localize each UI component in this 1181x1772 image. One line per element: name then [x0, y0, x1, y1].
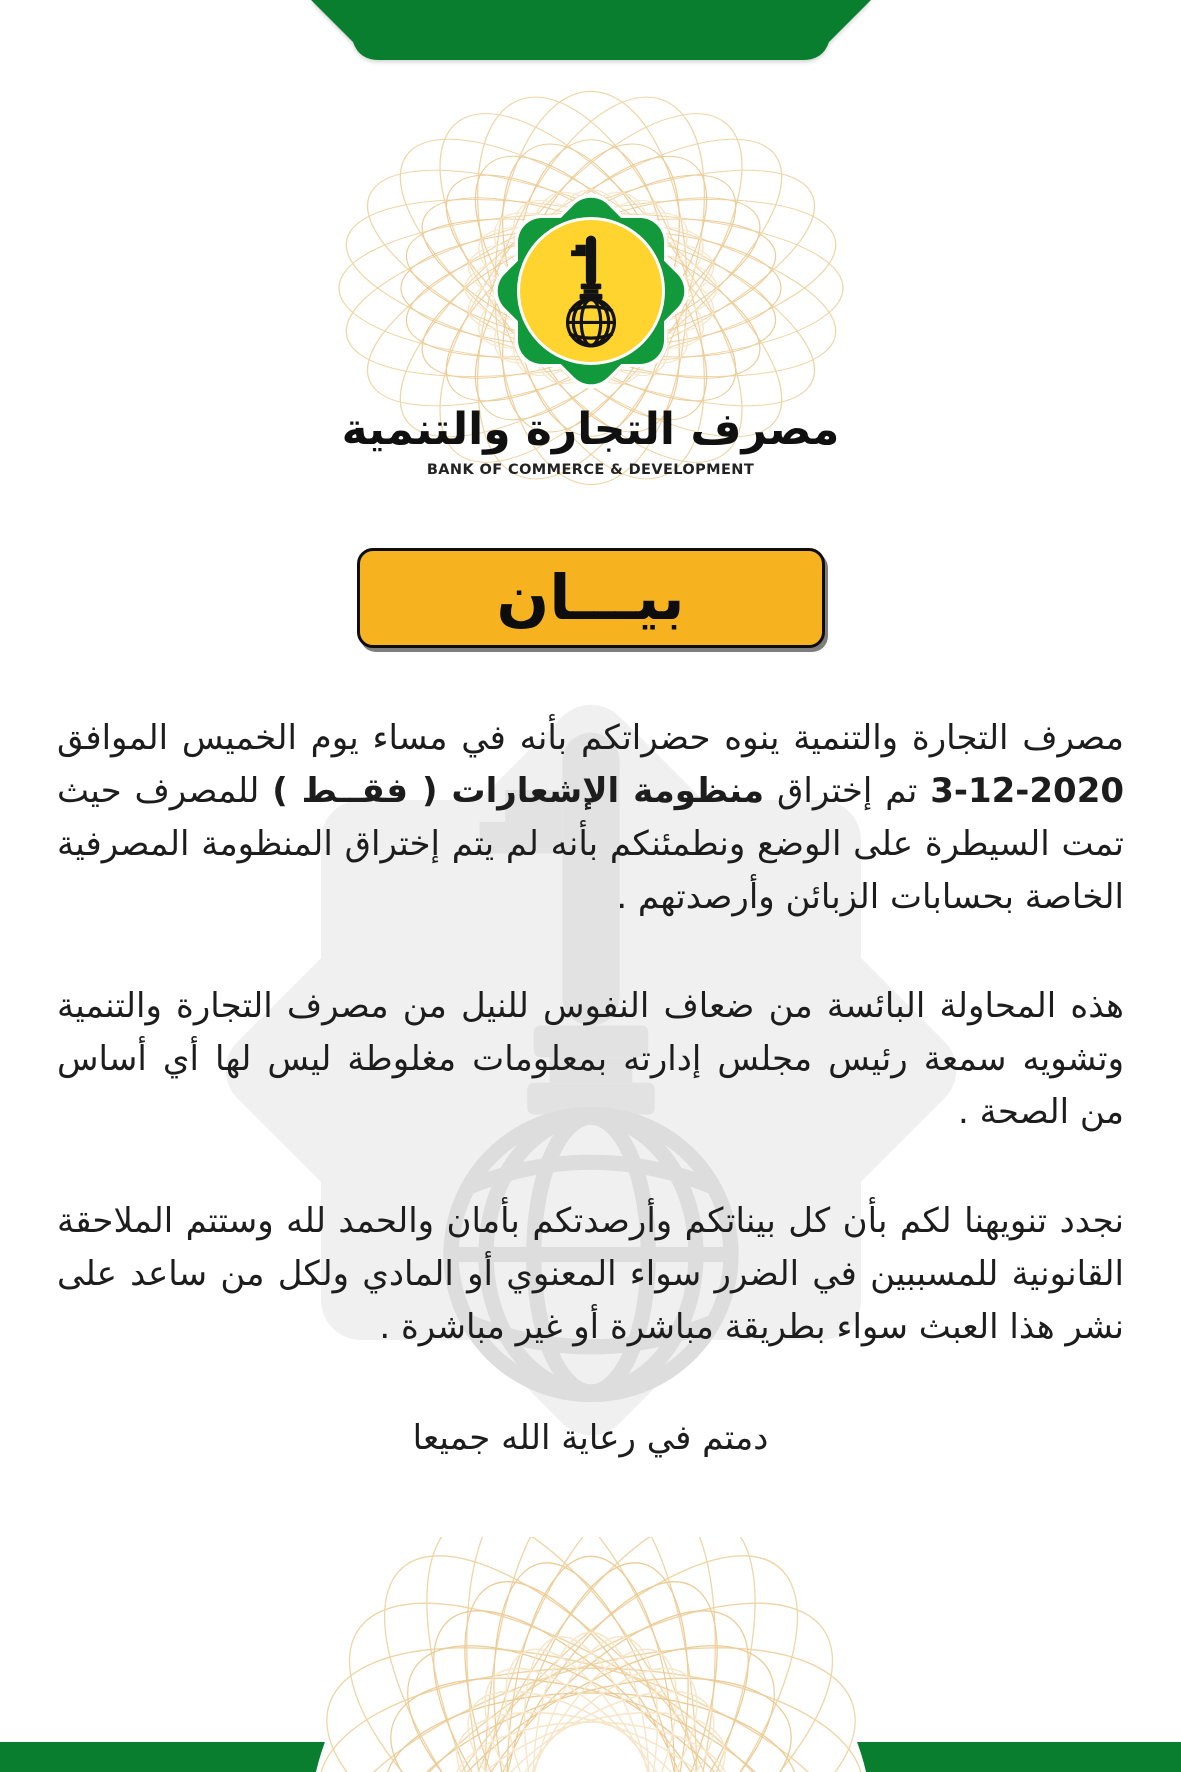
- statement-paragraph: نجدد تنويهنا لكم بأن كل بيناتكم وأرصدتكم بأمان والحمد لله وستتم الملاحقة القانونية للمسببين في الضرر سواء المعنوي أو المادي ولكل من ساعد على نشر هذا العبث سواء بطريقة مباشرة أو غير مباشرة .: [57, 1201, 1124, 1347]
- statement-paragraph: مصرف التجارة والتنمية ينوه حضراتكم بأنه في مساء يوم الخميس الموافق 3-12-2020 تم إختراق منظومة الإشعارات ( فقــط ) للمصرف حيث تمت السيطرة على الوضع ونطمئنكم بأنه لم يتم إختراق المنظومة المصرفية الخاصة بحسابات الزبائن وأرصدتهم .: [57, 718, 1125, 917]
- closing-line: دمتم في رعاية الله جميعا: [412, 1418, 769, 1458]
- logo-circle: [517, 217, 665, 365]
- key-globe-icon: [531, 231, 651, 351]
- bottom-ornament-icon: [301, 1537, 881, 1772]
- statement-body: [57, 712, 1124, 1410]
- statement-paragraph: هذه المحاولة البائسة من ضعاف النفوس للنيل من مصرف التجارة والتنمية وتشويه سمعة رئيس مجلس إدارته بمعلومات مغلوطة ليس لها أي أساس من الصحة .: [57, 986, 1124, 1132]
- bank-logo-badge: [488, 188, 694, 394]
- statement-title-banner: [357, 548, 825, 648]
- green-ribbon-shape: [309, 0, 873, 60]
- bank-name-english: BANK OF COMMERCE & DEVELOPMENT: [426, 462, 755, 478]
- statement-title: بيـــان: [496, 561, 685, 634]
- top-ribbon: [309, 0, 873, 60]
- bank-name-arabic: مصرف التجارة والتنمية: [341, 404, 840, 455]
